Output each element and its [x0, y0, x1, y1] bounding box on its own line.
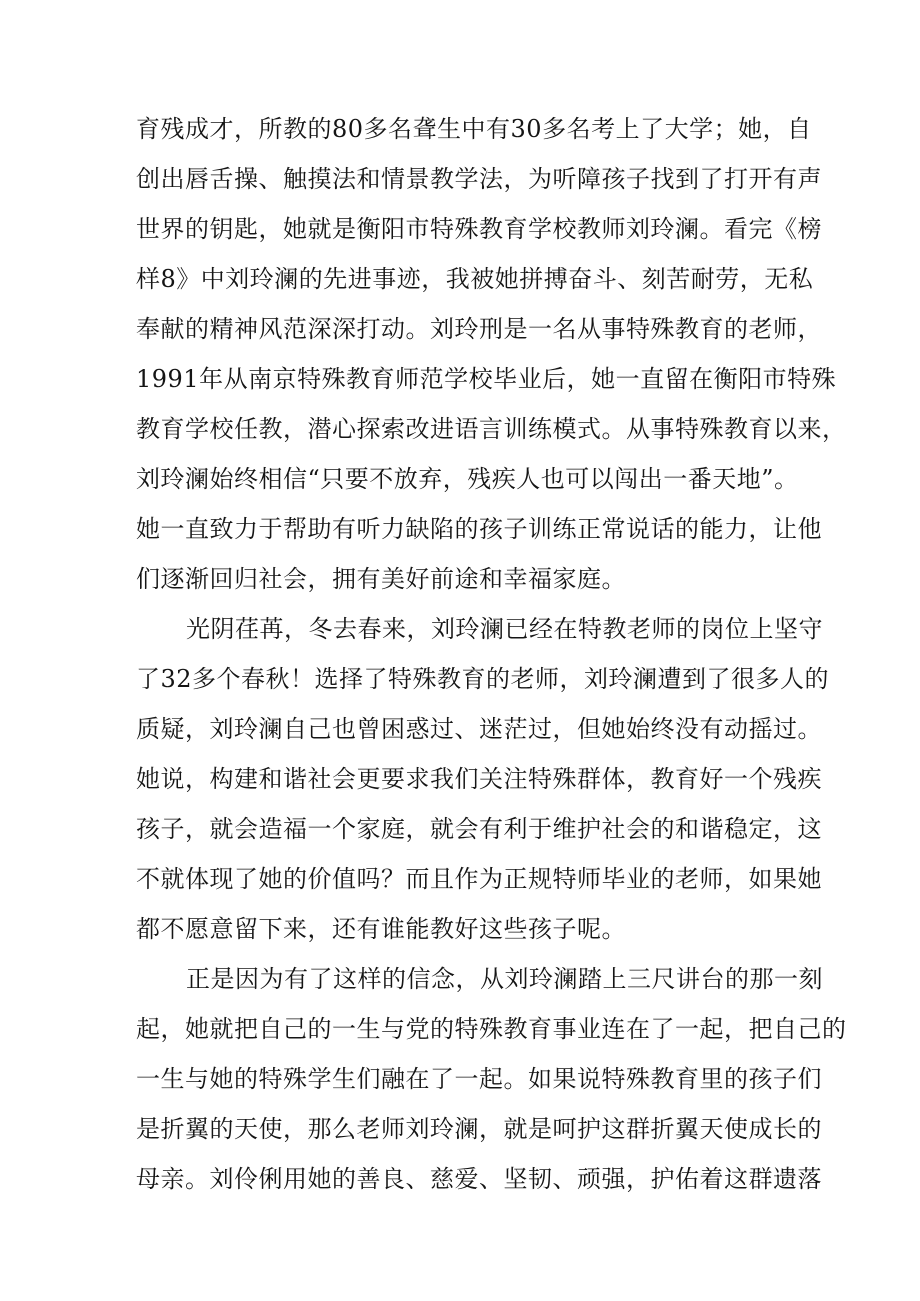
paragraph-1-line-9: 她一直致力于帮助有听力缺陷的孩子训练正常说话的能力，让他	[136, 515, 822, 543]
paragraph-3-line-5: 母亲。刘伶俐用她的善良、慈爱、坚韧、顽强，护佑着这群遗落	[136, 1165, 822, 1193]
paragraph-1-line-4: 样8》中刘玲澜的先进事迹，我被她拼搏奋斗、刻苦耐劳，无私	[136, 265, 814, 293]
paragraph-1-line-2: 创出唇舌操、触摸法和情景教学法，为听障孩子找到了打开有声	[136, 165, 822, 193]
paragraph-1-line-1: 育残成才，所教的80多名聋生中有30多名考上了大学；她，自	[136, 115, 812, 143]
paragraph-1-line-8: 刘玲澜始终相信“只要不放弃，残疾人也可以闯出一番天地”。	[136, 465, 799, 493]
paragraph-2-line-1: 光阴荏苒，冬去春来，刘玲澜已经在特教老师的岗位上坚守	[186, 615, 823, 643]
paragraph-1-line-6: 1991年从南京特殊教育师范学校毕业后，她一直留在衡阳市特殊	[136, 365, 837, 393]
paragraph-1-line-3: 世界的钥匙，她就是衡阳市特殊教育学校教师刘玲澜。看完《榜	[136, 215, 822, 243]
paragraph-3-line-4: 是折翼的天使，那么老师刘玲澜，就是呵护这群折翼天使成长的	[136, 1115, 822, 1143]
paragraph-2-line-6: 不就体现了她的价值吗？而且作为正规特师毕业的老师，如果她	[136, 865, 822, 893]
paragraph-1-line-7: 教育学校任教，潜心探索改进语言训练模式。从事特殊教育以来，	[136, 415, 847, 443]
paragraph-2-line-2: 了32多个春秋！选择了特殊教育的老师，刘玲澜遭到了很多人的	[136, 665, 830, 693]
paragraph-2-line-5: 孩子，就会造福一个家庭，就会有利于维护社会的和谐稳定，这	[136, 815, 822, 843]
paragraph-3-line-1: 正是因为有了这样的信念，从刘玲澜踏上三尺讲台的那一刻	[186, 965, 823, 993]
paragraph-2-line-3: 质疑，刘玲澜自己也曾困惑过、迷茫过，但她始终没有动摇过。	[136, 715, 822, 743]
paragraph-2-line-7: 都不愿意留下来，还有谁能教好这些孩子呢。	[136, 915, 626, 943]
paragraph-1-line-10: 们逐渐回归社会，拥有美好前途和幸福家庭。	[136, 565, 626, 593]
paragraph-3-line-2: 起，她就把自己的一生与党的特殊教育事业连在了一起，把自己的	[136, 1015, 847, 1043]
paragraph-2-line-4: 她说，构建和谐社会更要求我们关注特殊群体，教育好一个残疾	[136, 765, 822, 793]
paragraph-1-line-5: 奉献的精神风范深深打动。刘玲刑是一名从事特殊教育的老师，	[136, 315, 822, 343]
paragraph-3-line-3: 一生与她的特殊学生们融在了一起。如果说特殊教育里的孩子们	[136, 1065, 822, 1093]
